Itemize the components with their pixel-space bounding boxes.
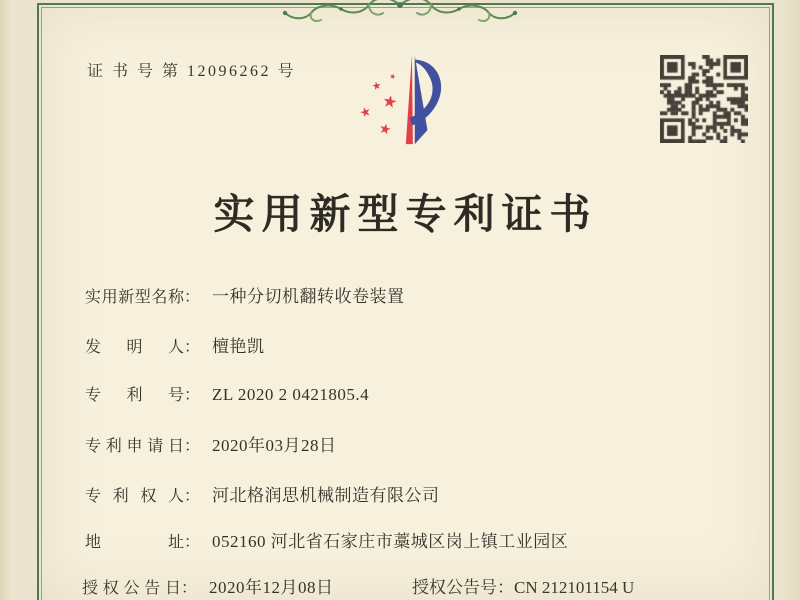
qr-code: [660, 55, 748, 143]
field-value: 2020年03月28日: [212, 436, 337, 455]
field-value: 河北格润思机械制造有限公司: [212, 486, 440, 505]
field-value: ZL 2020 2 0421805.4: [212, 385, 370, 404]
field-label: 实用新型名称: [85, 289, 184, 306]
field-value: 2020年12月08日: [209, 578, 334, 597]
cnipa-patent-logo-icon: [352, 53, 454, 147]
field-label: 专利号: [85, 387, 184, 404]
field-value: 052160 河北省石家庄市藁城区岗上镇工业园区: [212, 532, 569, 551]
field-row-filing-date: [85, 431, 337, 456]
field-row-name: [85, 282, 405, 307]
field-colon: ：: [497, 578, 514, 597]
page-title: 实用新型专利证书: [213, 191, 598, 237]
field-row-inventor: [85, 332, 265, 357]
field-colon: ：: [184, 289, 201, 306]
top-ornament-icon: [265, 0, 535, 25]
grant-date-row: [82, 573, 334, 598]
field-colon: ：: [184, 387, 201, 404]
field-colon: ：: [184, 488, 201, 505]
field-colon: ：: [181, 580, 198, 597]
field-label: 地址: [85, 534, 184, 551]
field-colon: ：: [184, 534, 201, 551]
field-label: 授权公告日: [82, 580, 181, 597]
field-value: CN 212101154 U: [514, 578, 635, 597]
certificate-paper: [37, 3, 774, 600]
field-colon: ：: [184, 438, 201, 455]
field-row-patentee: [85, 481, 440, 506]
field-value: 檀艳凯: [212, 337, 265, 356]
field-label: 专利申请日: [85, 438, 184, 455]
field-row-address: [85, 527, 568, 552]
field-label: 授权公告号: [412, 578, 497, 597]
field-row-patent-number: [85, 382, 369, 405]
certificate-number: 证 书 号 第 12096262 号: [87, 63, 297, 80]
field-colon: ：: [184, 339, 201, 356]
grant-number-row: [412, 573, 634, 598]
field-value: 一种分切机翻转收卷装置: [212, 287, 405, 306]
field-label: 发明人: [85, 339, 184, 356]
field-label: 专利权人: [85, 488, 184, 505]
